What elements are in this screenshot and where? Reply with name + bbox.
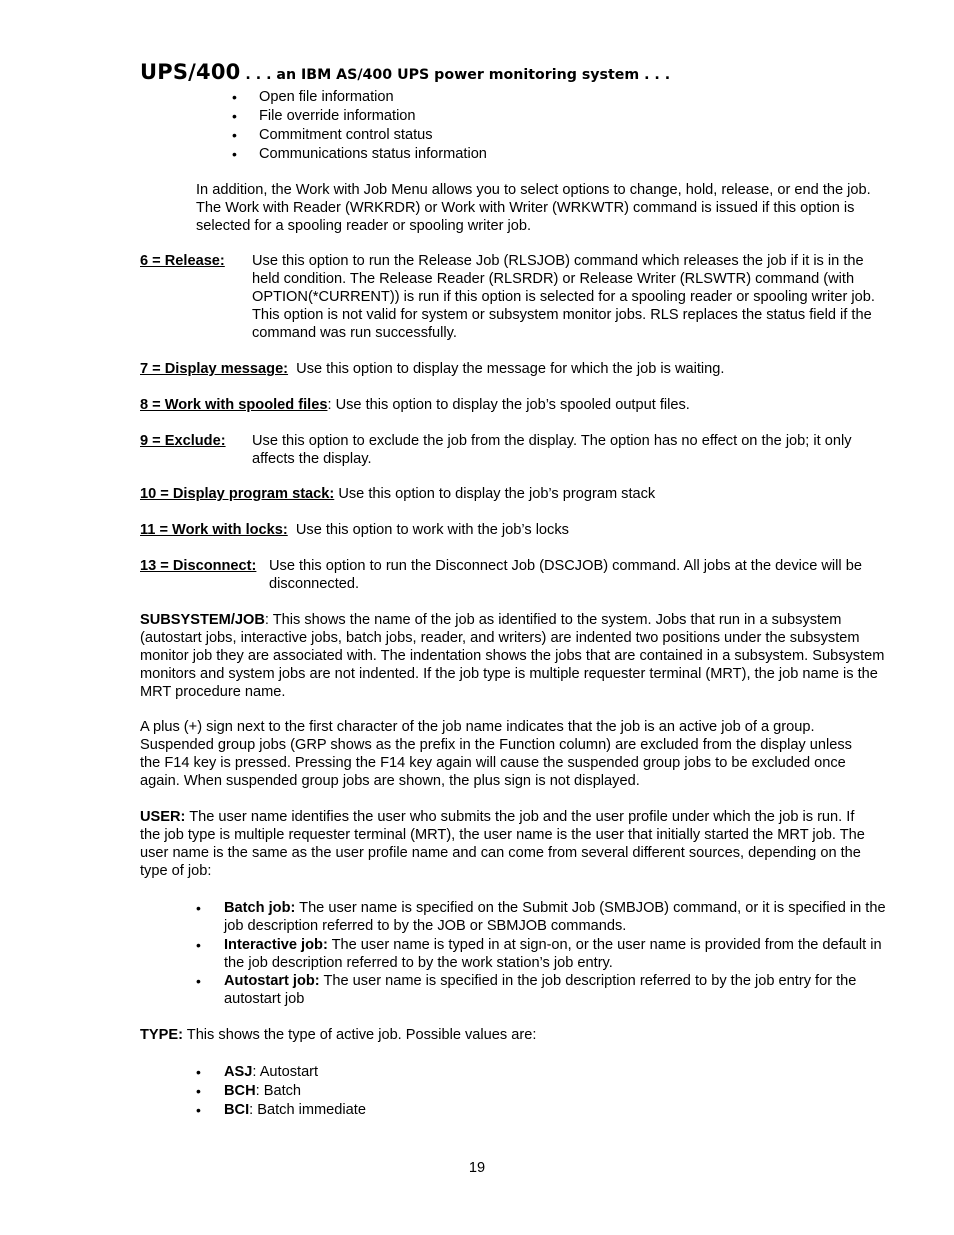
spooled-files-option xyxy=(140,396,880,414)
subsystem-job-term: SUBSYSTEM/JOB xyxy=(140,612,265,628)
exclude-option-label: 9 = Exclude: xyxy=(140,433,226,449)
locks-label: 11 = Work with locks: xyxy=(140,522,288,538)
plus-sign-paragraph: A plus (+) sign next to the first character of the job name indicates that the job is an active job of a group. Suspended group jobs (GRP shows as the prefix in the Function column) are excluded from the display unless the F14 key is pressed. Pressing the F14 key again will cause the suspended group jobs to be excluded once again. When suspended group jobs are shown, the plus sign is not displayed. xyxy=(140,719,852,789)
release-option-label: 6 = Release: xyxy=(140,253,225,269)
display-message-label: 7 = Display message: xyxy=(140,361,289,377)
program-stack-option xyxy=(140,485,880,503)
exclude-option-text: Use this option to exclude the job from the display. The option has no effect on the job; it only affects the display. xyxy=(252,433,852,467)
spooled-files-text: : Use this option to display the job’s spooled output files. xyxy=(327,397,690,413)
locks-option xyxy=(140,521,880,539)
locks-text: Use this option to work with the job’s locks xyxy=(295,522,569,538)
subsystem-job-paragraph: SUBSYSTEM/JOB: This shows the name of the job as identified to the system. Jobs that run in a subsystem (autostart jobs, interactive jobs, batch jobs, reader, and writers) are indented two positions under the subsystem monitor job they are associated with. The indentation shows the jobs that are contained in a subsystem. Subsystem monitors and system jobs are not indented. If the job type is multiple requester terminal (MRT), the job name is the MRT procedure name. xyxy=(140,612,885,700)
document-page: UPS/400 . . . an IBM AS/400 UPS power monitoring system . . . • Open file information • File override information • Commitment control status • Communications status information In addition, the Work with Job Menu allows you to select options to change, hold, release, or end the job. The Work with Reader (WRKRDR) or Work with Writer (WRKWTR) command is issued if this option is selected for a spooling reader or spooling writer job. 6 = Release: Use this option to run the Release Job (RLSJOB) command which releases the job if it is in the held condition. The Release Reader (RLSRDR) or Release Writer (RLSWTR) command (with OPTION(*CURRENT)) is run if this option is selected for a spooling reader or spooling writer job. This option is not valid for system or subsystem monitor jobs. RLS replaces the status field if the command was run successfully. 7 = Display message: Use this option to display the message for which the job is waiting. 8 = Work with spooled files: Use this option to display the job’s spooled output files. 9 = Exclude: Use this option to exclude the job from the display. The option has no effect on the job; it only affects the display. 10 = Display program stack: Use this option to display the job’s program stack 11 = Work with locks: Use this option to work with the job’s locks 13 = Disconnect: Use this option to run the Disconnect Job (DSCJOB) command. All jobs at the device will be disconnected. SUBSYSTEM/JOB: This shows the name of the job as identified to the system. Jobs that run in a subsystem (autostart jobs, interactive jobs, batch jobs, reader, and writers) are indented two positions under the subsystem monitor job they are associated with. The indentation shows the jobs that are contained in a subsystem. Subsystem monitors and system jobs are not indented. If the job type is multiple requester terminal (MRT), the job name is the MRT procedure name. A plus (+) sign next to the first character of the job name indicates that the job is an active job of a group. Suspended group jobs (GRP shows as the prefix in the Function column) are excluded from the display unless the F14 key is pressed. Pressing the F14 key again will cause the suspended group jobs to be excluded once again. When suspended group jobs are shown, the plus sign is not displayed. USER: The user name identifies the user who submits the job and the user profile under which the job is run. If the job type is multiple requester terminal (MRT), the user name is the user that initially started the MRT job. The user name is the same as the user profile name and can come from several different sources, depending on the type of job: • Batch job: The user name is specified on the Submit Job (SMBJOB) command, or it is specified in the job description referred to by the JOB or SBMJOB commands. • Interactive job: The user name is typed in at sign-on, or the user name is provided from the default in the job description referred to by the work station’s job entry. • Autostart job: The user name is specified in the job description referred to by the job entry for the autostart job TYPE: This shows the type of active job. Possible values are: • ASJ: Autostart • BCH: Batch • BCI: Batch immediate 19 xyxy=(0,0,954,1235)
type-term: TYPE: xyxy=(140,1027,183,1043)
program-stack-label: 10 = Display program stack: xyxy=(140,486,335,502)
page-header xyxy=(140,60,670,84)
list-item: • Batch job: The user name is specified on the Submit Job (SMBJOB) command, or it is specified in the job description referred to by the JOB or SBMJOB commands. xyxy=(196,900,886,934)
type-paragraph: TYPE: This shows the type of active job. Possible values are: xyxy=(140,1027,537,1043)
program-stack-text: Use this option to display the job’s program stack xyxy=(334,486,656,502)
user-term: USER: xyxy=(140,809,186,825)
disconnect-option-text: Use this option to run the Disconnect Job (DSCJOB) command. All jobs at the device will be disconnected. xyxy=(269,558,862,592)
intro-paragraph: In addition, the Work with Job Menu allows you to select options to change, hold, release, or end the job. The Work with Reader (WRKRDR) or Work with Writer (WRKWTR) command is issued if this option is selected for a spooling reader or spooling writer job. xyxy=(196,182,871,234)
list-item: • Interactive job: The user name is typed in at sign-on, or the user name is provided from the default in the job description referred to by the work station’s job entry. xyxy=(196,937,882,971)
page-number: 19 xyxy=(468,1160,486,1176)
release-option-text: Use this option to run the Release Job (RLSJOB) command which releases the job if it is in the held condition. The Release Reader (RLSRDR) or Release Writer (RLSWTR) command (with OPTION(*CURRENT)) is run if this option is selected for a spooling reader or spooling writer job. This option is not valid for system or subsystem monitor jobs. RLS replaces the status field if the command was run successfully. xyxy=(252,253,875,341)
disconnect-option-label: 13 = Disconnect: xyxy=(140,558,257,574)
display-message-option xyxy=(140,360,880,378)
product-tagline: . . . an IBM AS/400 UPS power monitoring system . . . xyxy=(240,67,671,83)
user-paragraph: USER: The user name identifies the user who submits the job and the user profile under which the job is run. If the job type is multiple requester terminal (MRT), the user name is the user that initially started the MRT job. The user name is the same as the user profile name and can come from several different sources, depending on the type of job: xyxy=(140,809,865,879)
product-name: UPS/400 xyxy=(140,60,241,84)
display-message-text: Use this option to display the message for which the job is waiting. xyxy=(296,361,725,377)
spooled-files-label: 8 = Work with spooled files xyxy=(140,397,328,413)
list-item: • Autostart job: The user name is specified in the job description referred to by the job entry for the autostart job xyxy=(196,973,857,1007)
